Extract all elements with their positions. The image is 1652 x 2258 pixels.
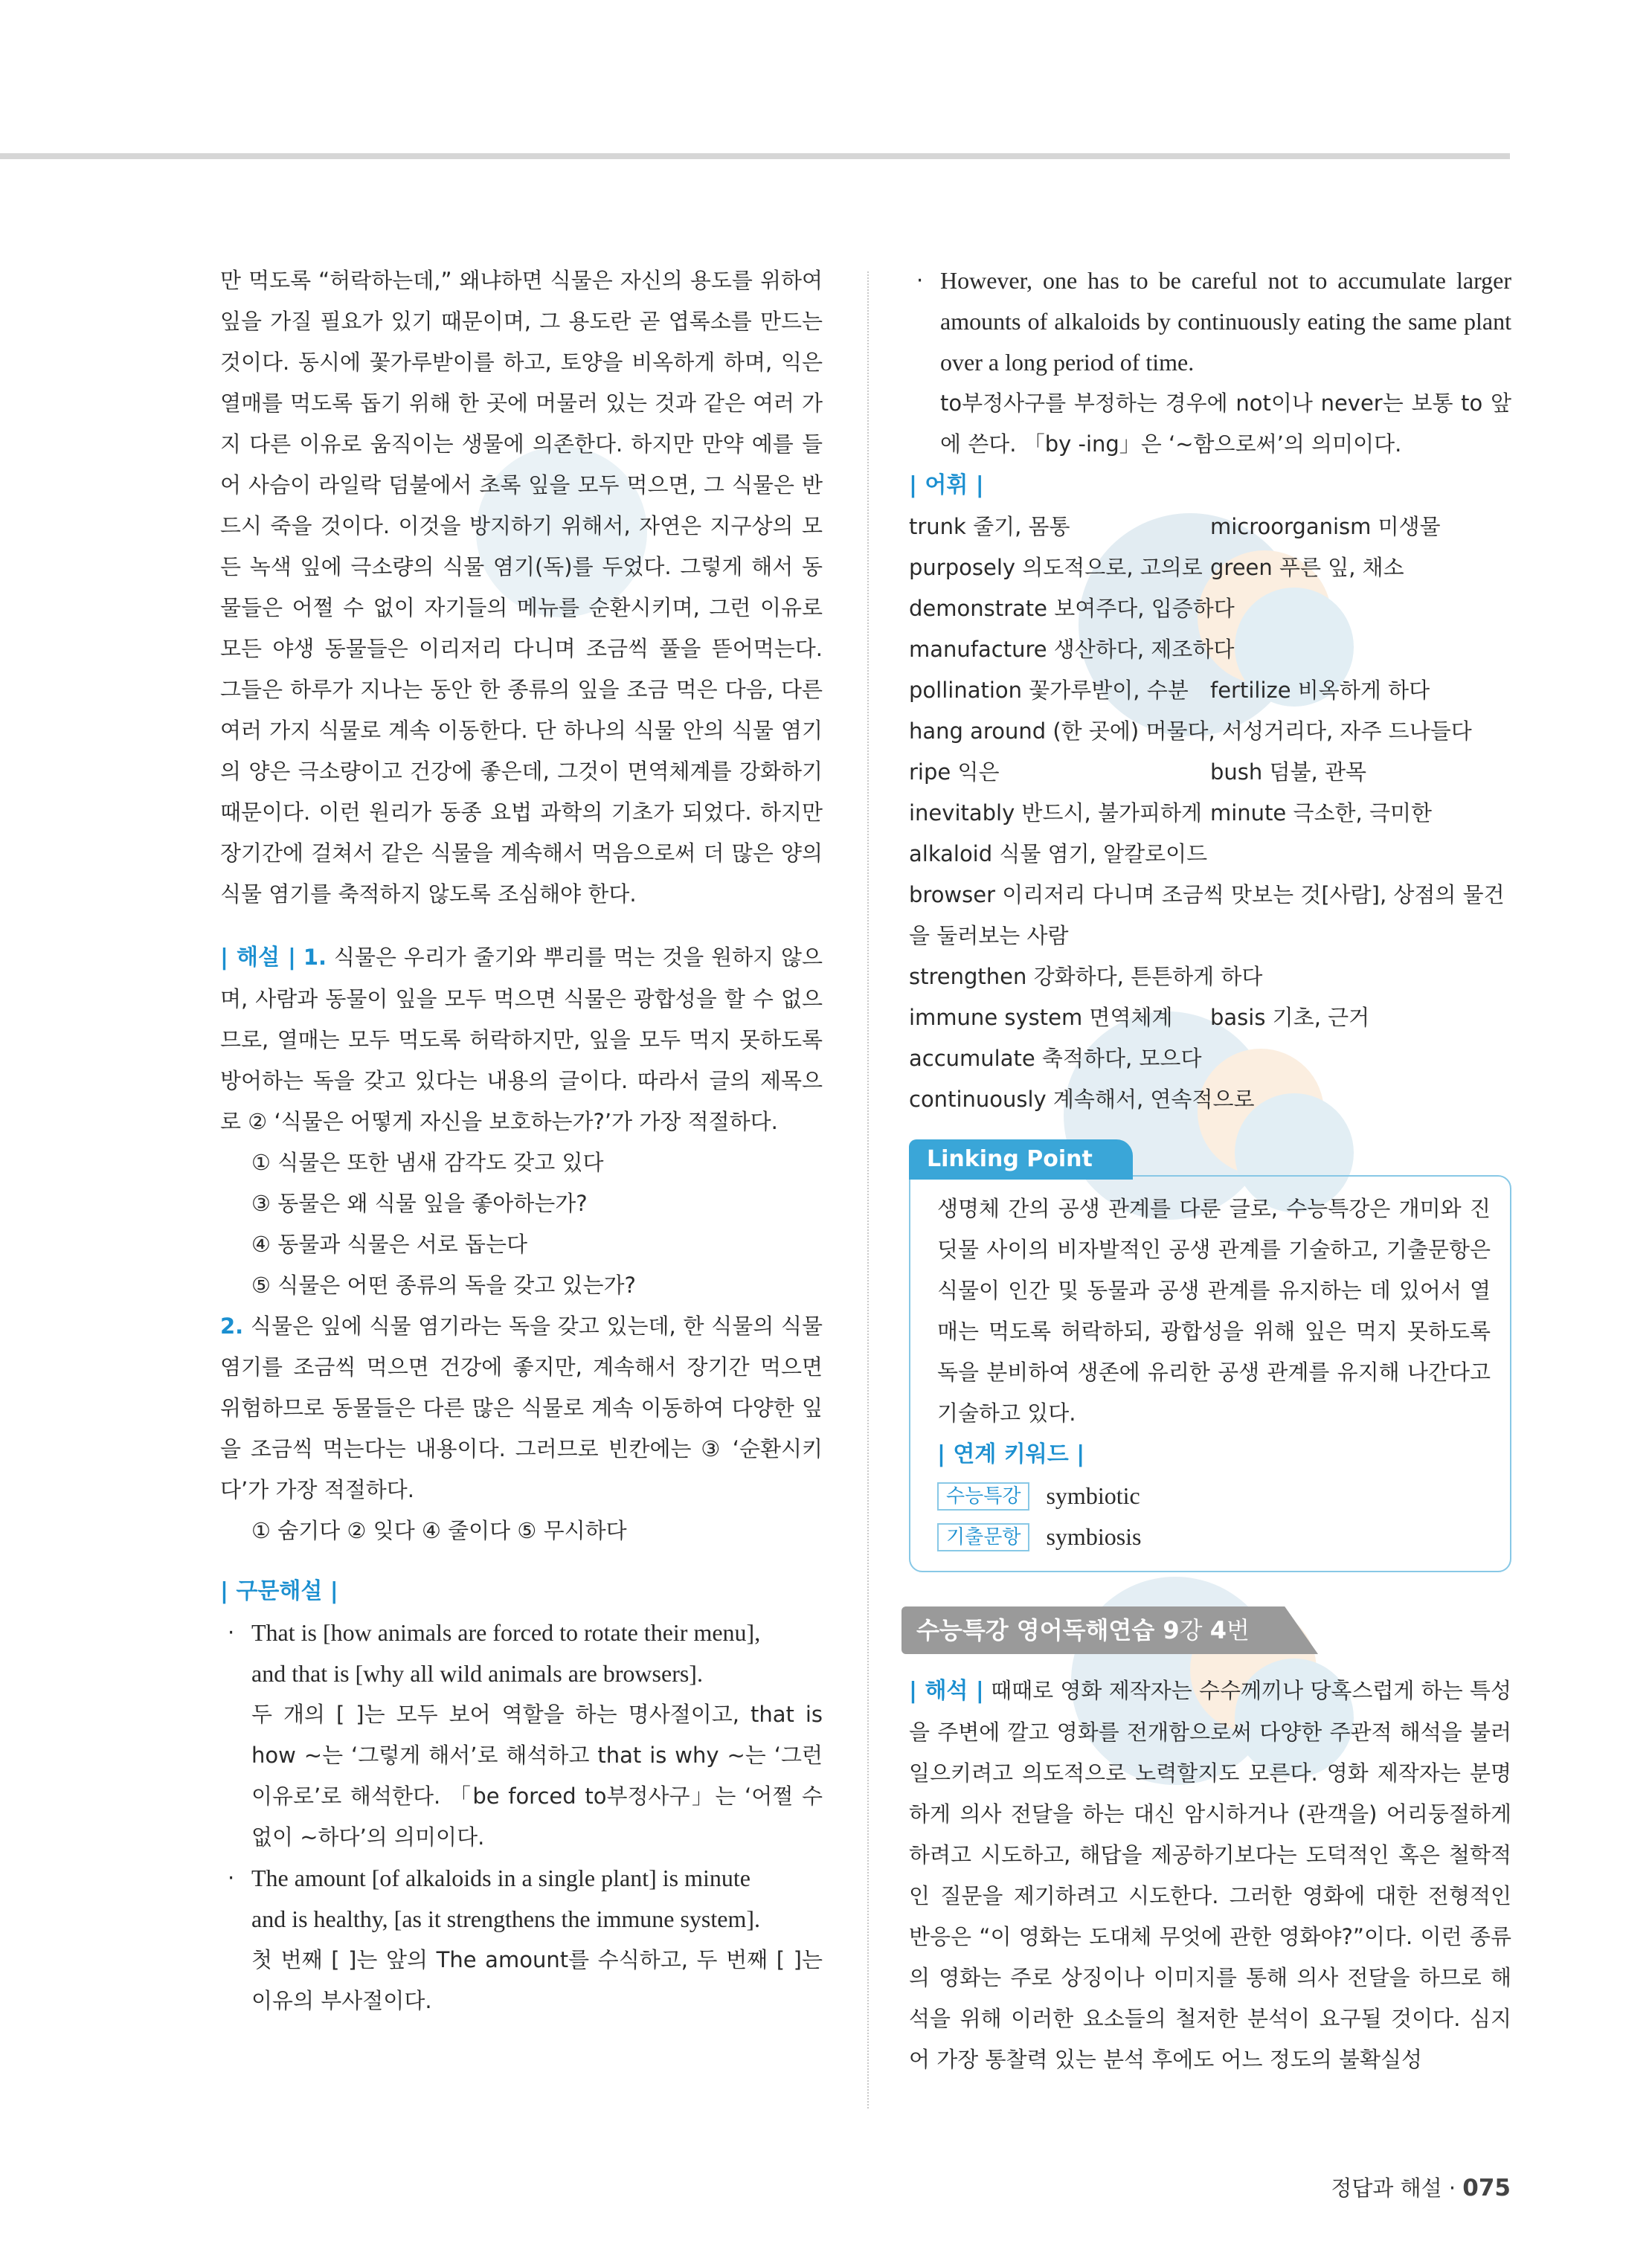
vocab-item: pollination 꽃가루받이, 수분 (909, 678, 1189, 703)
q1-text: 식물은 우리가 줄기와 뿌리를 먹는 것을 원하지 않으며, 사람과 동물이 잎을 모두 먹으면 식물은 광합성을 할 수 없으므로, 열매는 모두 먹도록 허락하지만, 잎을 모두 먹지 못하도록 방어하는 독을 갖고 있다는 내용의 글이다. 따라서 글의 제목으로 ② ‘식물은 어떻게 자신을 보호하는가?’가 가장 적절하다. (220, 945, 823, 1134)
vocab-item: trunk 줄기, 몸통 (909, 514, 1070, 539)
footer-label: 정답과 해설 · (1331, 2175, 1463, 2201)
haeseok-text: 때때로 영화 제작자는 수수께끼나 당혹스럽게 하는 특성을 주변에 깔고 영화를 전개함으로써 다양한 주관적 해석을 불러일으키려고 의도적으로 노력할지도 모른다. 영화 제작자는 분명하게 의사 전달을 하는 대신 암시하거나 (관객을) 어리둥절하게 하려고 시도하고, 해답을 제공하기보다는 도덕적인 혹은 철학적인 질문을 제기하려고 시도한다. 그러한 영화에 대한 전형적인 반응은 “이 영화는 도대체 무엇에 관한 영화야?”이다. 이런 종류의 영화는 주로 상징이나 이미지를 통해 의사 전달을 하므로 해석을 위해 이러한 요소들의 철저한 분석이 요구될 것이다. 심지어 가장 통찰력 있는 분석 후에도 어느 정도의 불확실성 (909, 1678, 1512, 2072)
vocab-item: purposely 의도적으로, 고의로 (909, 555, 1203, 580)
g3-korean: to부정사구를 부정하는 경우에 not이나 never는 보통 to 앞에 쓴다. 「by -ing」은 ‘~함으로써’의 의미이다. (940, 390, 1511, 457)
vocab-item: hang around (한 곳에) 머물다, 서성거리다, 자주 드나들다 (909, 718, 1472, 744)
haeseok-paragraph (909, 1670, 1511, 2080)
g2-korean: 첫 번째 [ ]는 앞의 The amount를 수식하고, 두 번째 [ ]는 이유의 부사절이다. (251, 1947, 823, 2013)
band-text: 강 (1179, 1616, 1210, 1644)
haeseol-q2 (220, 1306, 823, 1511)
right-column (909, 260, 1511, 2080)
keyword-row (937, 1516, 1491, 1557)
vocab-label: | 어휘 | (909, 472, 984, 498)
band-text: 번 (1227, 1616, 1250, 1644)
g2-english-1: The amount [of alkaloids in a single plant] is minute (251, 1865, 751, 1891)
bullet-dot: · (916, 268, 924, 293)
column-divider (867, 271, 869, 2109)
vocab-item: fertilize 비옥하게 하다 (1210, 678, 1430, 703)
translation-paragraph: 만 먹도록 “허락하는데,” 왜냐하면 식물은 자신의 용도를 위하여 잎을 가질 필요가 있기 때문이며, 그 용도란 곧 엽록소를 만드는 것이다. 동시에 꽃가루받이를 하고, 토양을 비옥하게 하며, 익은 열매를 먹도록 돕기 위해 한 곳에 머물러 있는 것과 같은 여러 가지 다른 이유로 움직이는 생물에 의존한다. 하지만 만약 예를 들어 사슴이 라일락 덤불에서 초록 잎을 모두 먹으면, 그 식물은 반드시 죽을 것이다. 이것을 방지하기 위해서, 자연은 지구상의 모든 녹색 잎에 극소량의 식물 염기(독)를 두었다. 그렇게 해서 동물들은 어쩔 수 없이 자기들의 메뉴를 순환시키며, 그런 이유로 모든 야생 동물들은 이리저리 다니며 조금씩 풀을 뜯어먹는다. 그들은 하루가 지나는 동안 한 종류의 잎을 조금 먹은 다음, 다른 여러 가지 식물로 계속 이동한다. 단 하나의 식물 안의 식물 염기의 양은 극소량이고 건강에 좋은데, 그것이 면역체계를 강화하기 때문이다. 이런 원리가 동종 요법 과학의 기초가 되었다. 하지만 장기간에 걸쳐서 같은 식물을 계속해서 먹음으로써 더 많은 양의 식물 염기를 축적하지 않도록 조심해야 한다. (220, 268, 823, 907)
bullet-dot: · (228, 1620, 235, 1645)
vocab-item: accumulate 축적하다, 모으다 (909, 1046, 1202, 1071)
gumun-item-1 (220, 1612, 823, 1858)
haeseol-label: | 해설 | (220, 945, 296, 971)
linking-point (909, 1139, 1511, 1572)
vocab-row (909, 670, 1511, 711)
q2-choices: ① 숨기다 ② 잊다 ④ 줄이다 ⑤ 무시하다 (251, 1518, 627, 1543)
gumun-item-2 (220, 1858, 823, 2021)
vocab-item: manufacture 생산하다, 제조하다 (909, 637, 1235, 662)
keyword-tag: 기출문항 (937, 1523, 1029, 1551)
vocab-row (909, 752, 1511, 793)
band-number: 4 (1209, 1616, 1227, 1644)
q1-choice: ④ 동물과 식물은 서로 돕는다 (251, 1232, 528, 1257)
band-lesson: 9 (1163, 1616, 1180, 1644)
linking-point-text: 생명체 간의 공생 관계를 다룬 글로, 수능특강은 개미와 진딧물 사이의 비자발적인 공생 관계를 기술하고, 기출문항은 식물이 인간 및 동물과 공생 관계를 유지하는 데 있어서 열매는 먹도록 허락하되, 광합성을 위해 잎은 먹지 못하도록 독을 분비하여 생존에 유리한 공생 관계를 유지해 나간다고 기술하고 있다. (937, 1196, 1491, 1426)
vocab-row (909, 547, 1511, 588)
keyword-word: symbiotic (1046, 1482, 1140, 1509)
bullet-dot: · (228, 1865, 235, 1891)
vocab-row (909, 506, 1511, 547)
vocab-item: alkaloid 식물 염기, 알칼로이드 (909, 841, 1208, 866)
q1-choice: ⑤ 식물은 어떤 종류의 독을 갖고 있는가? (251, 1273, 636, 1298)
vocab-item: strengthen 강화하다, 튼튼하게 하다 (909, 964, 1263, 989)
vocab-item: continuously 계속해서, 연속적으로 (909, 1087, 1255, 1112)
vocab-item: microorganism 미생물 (1210, 514, 1441, 539)
vocab-item: ripe 익은 (909, 759, 1000, 785)
vocab-item: basis 기초, 근거 (1210, 1005, 1370, 1030)
left-column (220, 260, 823, 2021)
vocab-item: inevitably 반드시, 불가피하게 (909, 800, 1203, 826)
vocab-item: immune system 면역체계 (909, 1005, 1173, 1030)
keyword-row (937, 1476, 1491, 1516)
vocab-item: bush 덤불, 관목 (1210, 759, 1366, 785)
g3-english: However, one has to be careful not to accumulate larger amounts of alkaloids by continuously eating the same plant over a long period of time. (940, 267, 1511, 376)
q1-choice: ③ 동물은 왜 식물 잎을 좋아하는가? (251, 1191, 588, 1216)
keyword-word: symbiosis (1046, 1523, 1142, 1550)
vocab-item: demonstrate 보여주다, 입증하다 (909, 596, 1235, 621)
keyword-tag: 수능특강 (937, 1482, 1029, 1511)
linking-point-title: Linking Point (909, 1139, 1133, 1180)
q2-text: 식물은 잎에 식물 염기라는 독을 갖고 있는데, 한 식물의 식물 염기를 조금씩 먹으면 건강에 좋지만, 계속해서 장기간 먹으면 위험하므로 동물들은 다른 많은 식물로 계속 이동하여 다양한 잎을 조금씩 먹는다는 내용이다. 그러므로 빈칸에는 ③ ‘순환시키다’가 가장 적절하다. (220, 1313, 823, 1502)
section-band-title (916, 1606, 1250, 1654)
g1-english-2: and that is [why all wild animals are browsers]. (251, 1660, 703, 1687)
q2-number: 2. (220, 1313, 244, 1339)
g2-english-2: and is healthy, [as it strengthens the immune system]. (251, 1905, 761, 1932)
band-text: 수능특강 영어독해연습 (916, 1616, 1163, 1644)
q1-choice: ① 식물은 또한 냄새 감각도 갖고 있다 (251, 1150, 604, 1175)
vocab-item: green 푸른 잎, 채소 (1210, 555, 1404, 580)
q1-number: 1. (303, 945, 327, 970)
section-band (909, 1606, 1511, 1654)
vocab-row (909, 997, 1511, 1038)
vocab-item: minute 극소한, 극미한 (1210, 800, 1433, 826)
keyword-label: | 연계 키워드 | (937, 1441, 1085, 1467)
linking-point-box (909, 1175, 1511, 1572)
g1-korean: 두 개의 [ ]는 모두 보어 역할을 하는 명사절이고, that is how ~는 ‘그렇게 해서’로 해석하고 that is why ~는 ‘그런 이유로’로 해석한다. 「be forced to부정사구」는 ‘어쩔 수 없이 ~하다’의 의미이다. (251, 1702, 823, 1850)
gumun-label: | 구문해설 | (220, 1578, 338, 1604)
page-footer (1331, 2172, 1511, 2202)
haeseol-q1 (220, 937, 823, 1142)
gumun-item-3 (909, 260, 1511, 465)
top-rule (0, 153, 1510, 159)
haeseok-label: | 해석 | (909, 1678, 984, 1704)
vocab-row (909, 793, 1511, 834)
g1-english-1: That is [how animals are forced to rotate their menu], (251, 1619, 761, 1646)
page-number: 075 (1462, 2175, 1511, 2201)
vocab-item: browser 이리저리 다니며 조금씩 맛보는 것[사람], 상점의 물건을 둘러보는 사람 (909, 882, 1505, 948)
vocab-list (909, 506, 1511, 1120)
